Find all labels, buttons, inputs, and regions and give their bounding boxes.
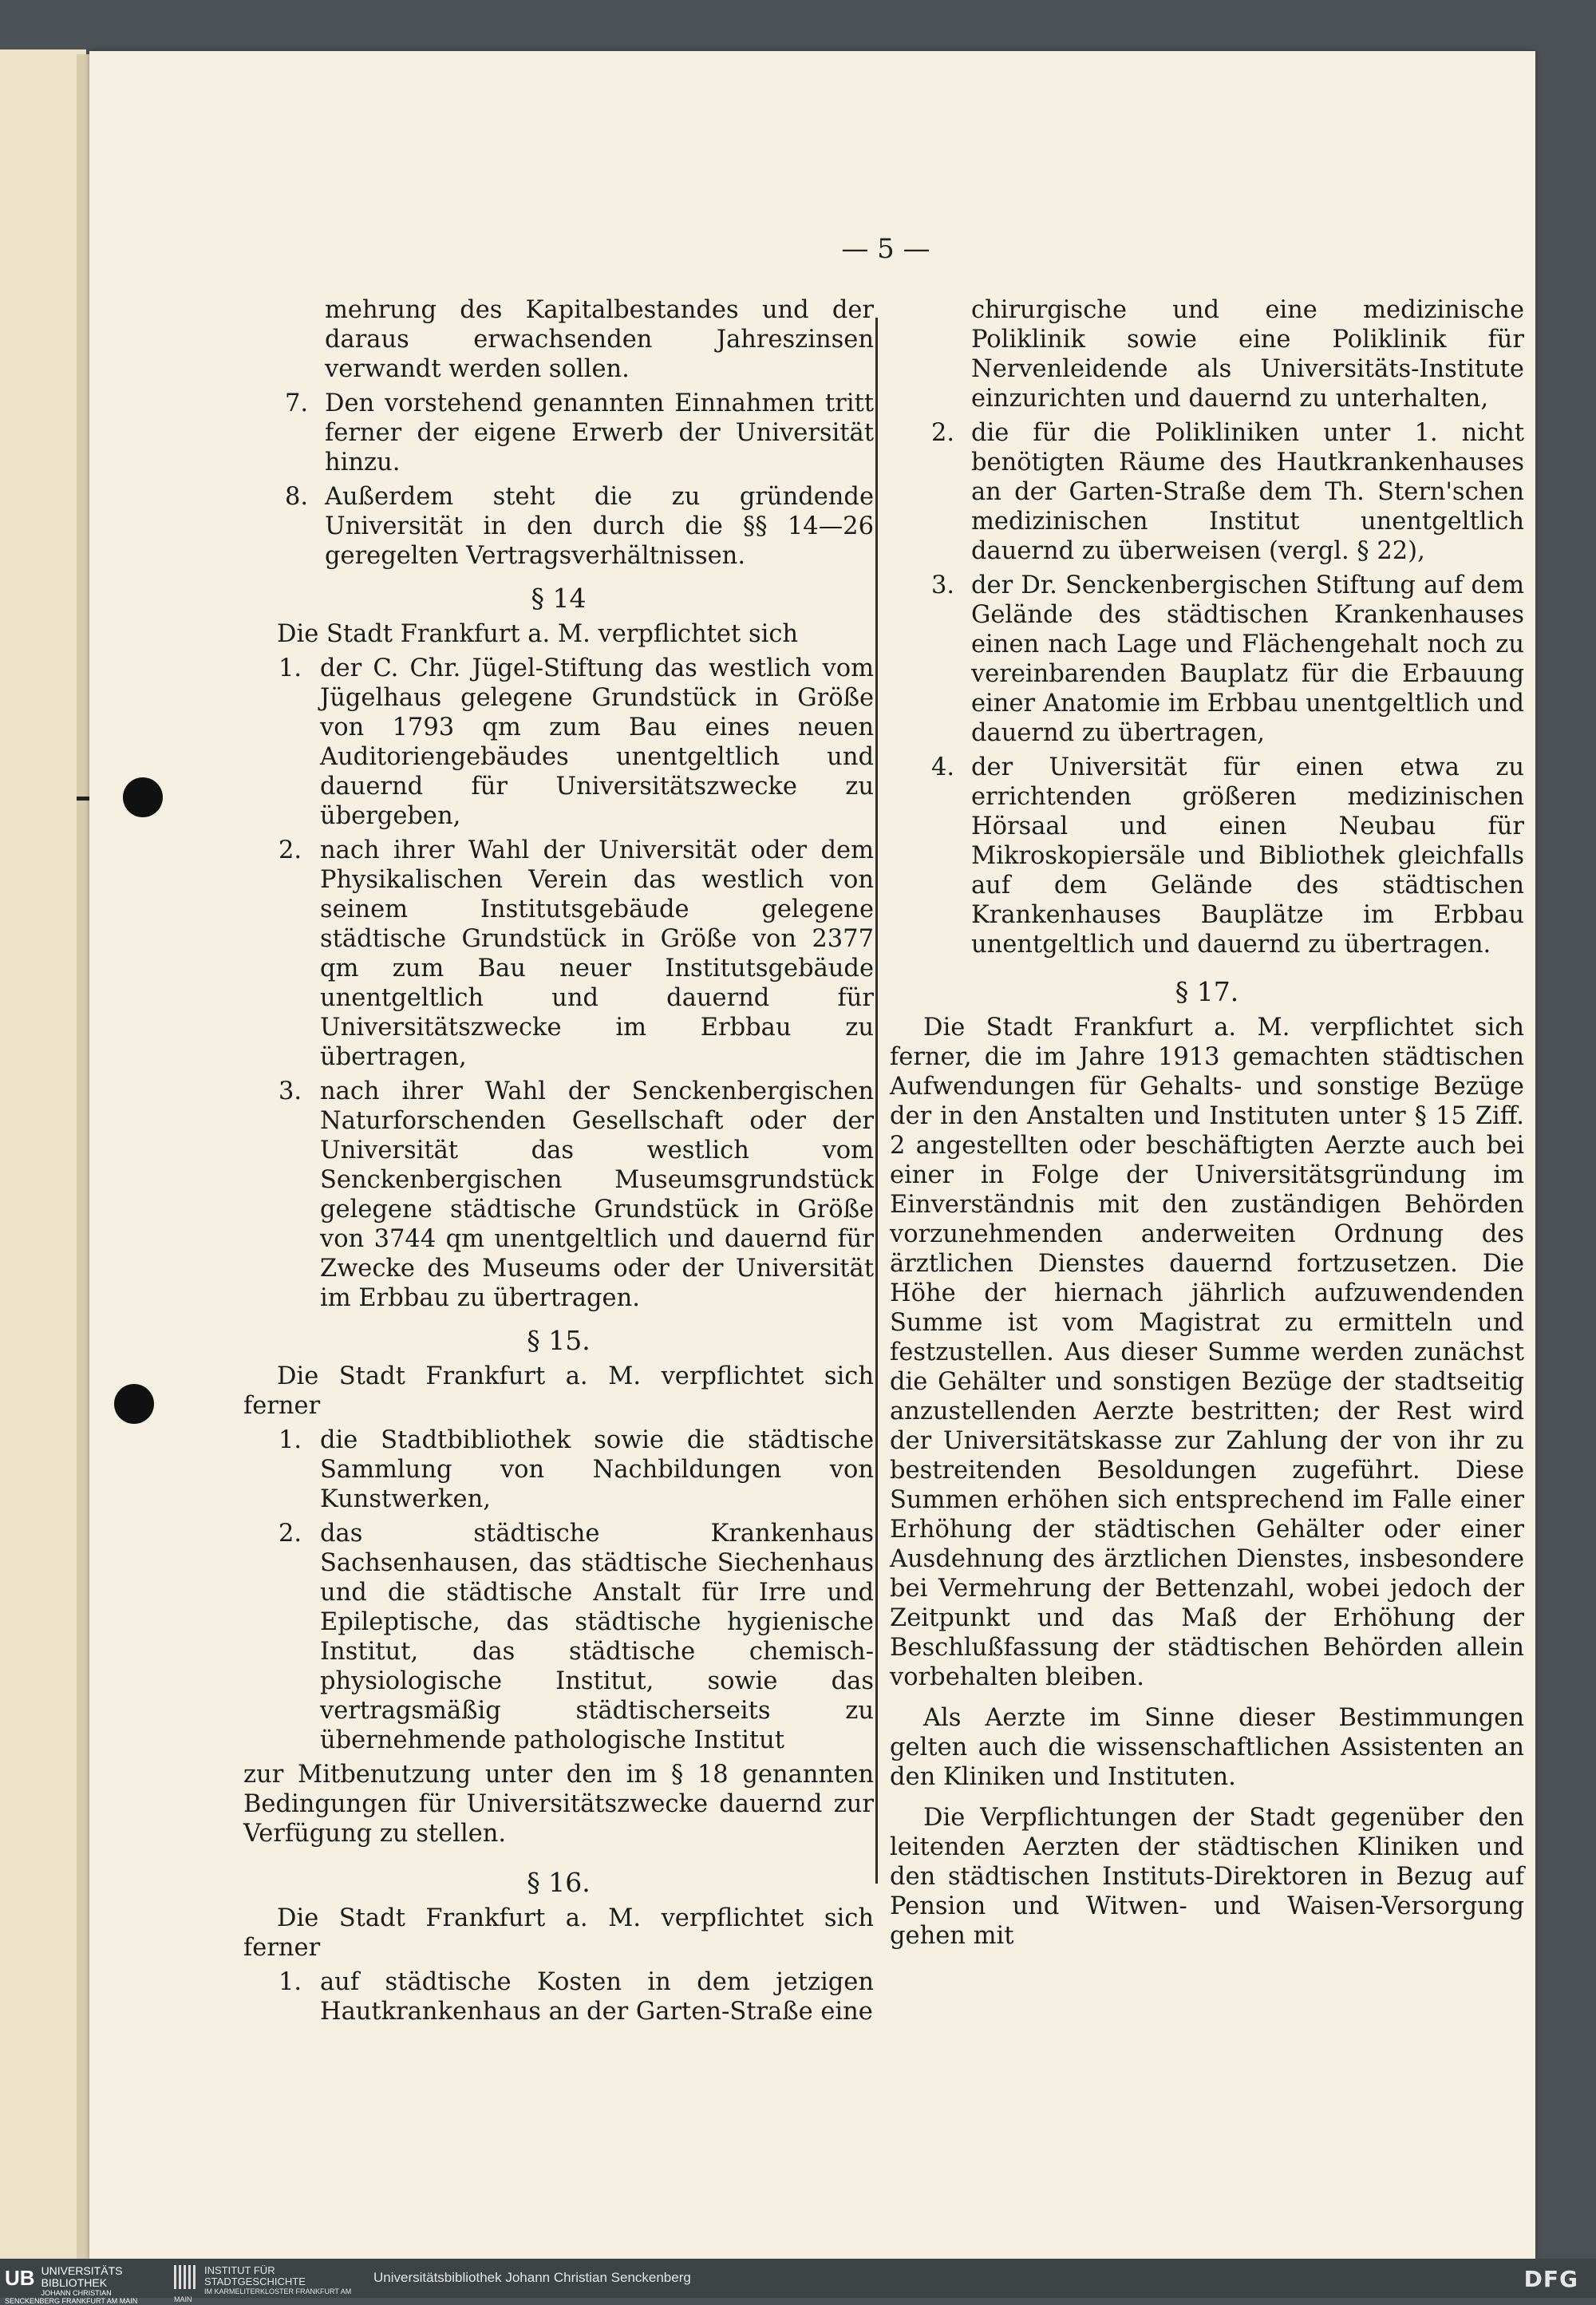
left-column — [243, 295, 874, 2031]
section-heading-14: § 14 — [531, 583, 587, 614]
item-text: der Dr. Senckenbergischen Stiftung auf dem Gelände des städtischen Krankenhauses einen nach Lage und Flächengehalt noch zu vereinbarenden Bauplatz für die Erbauung einer Anatomie im Erbbau unentgeltlich und dauernd zu übertragen, — [971, 571, 1524, 747]
item-text: nach ihrer Wahl der Universität oder dem Physikalischen Verein das westlich von seinem Institutsgebäude gelegene städtische Grundstück in Größe von 2377 qm zum Bau neuer Institutsgebäude unentgeltlich und dauernd für Universitätszwecke im Erbbau zu übertragen, — [320, 836, 874, 1071]
footer-bar — [0, 2259, 1596, 2305]
isg-subtext: IM KARMELITERKLOSTER FRANKFURT AM MAIN — [174, 2287, 352, 2303]
item-text: Den vorstehend genannten Einnahmen tritt ferner der eigene Erwerb der Universität hinzu. — [325, 389, 874, 476]
list-item — [890, 753, 1524, 959]
paragraph: Die Verpflichtungen der Stadt gegenüber den leitenden Aerzten der städtischen Kliniken und den städtischen Instituts-Direktoren in Bezug auf Pension und Witwen- und Waisen-Versorgung gehen mit — [890, 1804, 1524, 1950]
list-item — [890, 418, 1524, 566]
item-text: die Stadtbibliothek sowie die städtische Sammlung von Nachbildungen von Kunstwerken, — [320, 1426, 874, 1513]
item-number: 2. — [279, 836, 302, 864]
item-number: 7. — [285, 389, 309, 417]
item-number: 2. — [931, 419, 955, 447]
list-item — [243, 836, 874, 1072]
item-number: 4. — [931, 753, 955, 781]
continued-text: mehrung des Kapitalbestandes und der daraus erwachsenden Jahreszinsen verwandt werden sollen. — [325, 296, 874, 383]
section-intro: Die Stadt Frankfurt a. M. verpflichtet sich ferner — [243, 1362, 874, 1420]
ub-subtext: JOHANN CHRISTIAN SENCKENBERG FRANKFURT AM MAIN — [5, 2289, 138, 2305]
item-number: 1. — [279, 654, 302, 682]
column-divider — [875, 318, 878, 1884]
list-item — [243, 654, 874, 831]
list-item — [243, 389, 874, 477]
paragraph: Als Aerzte im Sinne dieser Bestimmungen gelten auch die wissenschaftlichen Assistenten an den Kliniken und Instituten. — [890, 1704, 1524, 1791]
binding-hole-upper-front — [123, 777, 163, 817]
item-text: nach ihrer Wahl der Senckenbergischen Naturforschenden Gesellschaft oder der Universität das westlich vom Senckenbergischen Museumsgrundstück gelegene städtische Grundstück in Größe von 3744 qm unentgeltlich und dauernd für Zwecke des Museums oder der Universität im Erbbau zu übertragen. — [320, 1077, 874, 1312]
binding-hole-lower-front — [114, 1384, 154, 1424]
ub-mark: UB — [5, 2266, 35, 2290]
dfg-logo: DFG — [1523, 2266, 1578, 2292]
section-heading-16: § 16. — [527, 1867, 591, 1898]
section-closing: zur Mitbenutzung unter den im § 18 genannten Bedingungen für Universitätszwecke dauernd zur Verfügung zu stellen. — [243, 1761, 874, 1848]
item-number: 3. — [931, 571, 955, 599]
item-text: die für die Polikliniken unter 1. nicht benötigten Räume des Hautkrankenhauses an der Garten-Straße dem Th. Stern'schen medizinischen Institut unentgeltlich dauernd zu überweisen (vergl. § 22), — [971, 419, 1524, 565]
item-text: Außerdem steht die zu gründende Universität in den durch die §§ 14—26 geregelten Vertragsverhältnissen. — [325, 483, 874, 570]
section-intro: Die Stadt Frankfurt a. M. verpflichtet sich ferner — [243, 1904, 874, 1962]
ub-logo — [5, 2264, 164, 2305]
ub-text: UNIVERSITÄTS BIBLIOTHEK — [41, 2264, 123, 2289]
paragraph: Die Stadt Frankfurt a. M. verpflichtet sich ferner, die im Jahre 1913 gemachten städtischen Aufwendungen für Gehalts- und sonstige Bezüge der in den Anstalten und Instituten unter § 15 Ziff. 2 angestellten oder beschäftigten Aerzte auch bei einer in Folge der Universitätsgründung im Einverständnis mit den zuständigen Behörden vorzunehmenden anderweiten Ordnung des ärztlichen Dienstes dauernd fortzusetzen. Die Höhe der hiernach jährlich aufzuwendenden Summe ist vom Magistrat zu ermitteln und festzustellen. Aus dieser Summe werden zunächst die Gehälter und sonstigen Bezüge der stadtseitig anzustellenden Aerzte bestritten; der Rest wird der Universitätskasse zur Zahlung der von ihr zu bestreitenden Besoldungen zugeführt. Diese Summen erhöhen sich entsprechend im Falle einer Erhöhung der städtischen Gehälter oder einer Ausdehnung des ärztlichen Dienstes, insbesondere bei Vermehrung der Bettenzahl, wobei jedoch der Zeitpunkt und das Maß der Erhöhung der Beschlußfassung der städtischen Behörden allein vorbehalten bleiben. — [890, 1014, 1524, 1691]
isg-text: INSTITUT FÜR STADTGESCHICHTE — [204, 2264, 306, 2287]
section-intro: Die Stadt Frankfurt a. M. verpflichtet sich — [277, 620, 799, 648]
list-item — [243, 482, 874, 571]
item-number: 8. — [285, 483, 309, 511]
item-number: 2. — [279, 1520, 302, 1548]
item-number: 1. — [279, 1426, 302, 1454]
item-text: der Universität für einen etwa zu errichtenden größeren medizinischen Hörsaal und einen Neubau für Mikroskopiersäle und Bibliothek gleichfalls auf dem Gelände des städtischen Krankenhauses Bauplätze im Erbbau unentgeltlich und dauernd zu übertragen. — [971, 753, 1524, 959]
isg-icon — [174, 2265, 198, 2289]
list-item — [243, 1425, 874, 1514]
previous-page-edge — [0, 49, 86, 2260]
right-column — [890, 295, 1524, 1951]
section-heading-15: § 15. — [527, 1325, 591, 1356]
isg-logo — [174, 2264, 358, 2303]
list-item — [243, 1519, 874, 1755]
list-item — [890, 571, 1524, 748]
section-heading-17: § 17. — [1175, 976, 1239, 1007]
item-text: das städtische Krankenhaus Sachsenhausen, das städtische Siechenhaus und die städtische Anstalt für Irre und Epileptische, das städtische hygienische Institut, das städtische chemisch-physiologische Institut, sowie das vertragsmäßig städtischerseits zu übernehmende pathologische Institut — [320, 1520, 874, 1754]
list-item — [243, 1077, 874, 1313]
library-name: Universitätsbibliothek Johann Christian Senckenberg — [373, 2270, 691, 2285]
list-item — [243, 1967, 874, 2026]
item-text: auf städtische Kosten in dem jetzigen Hautkrankenhaus an der Garten-Straße eine — [320, 1968, 874, 2026]
item-number: 3. — [279, 1077, 302, 1105]
item-text: der C. Chr. Jügel-Stiftung das westlich vom Jügelhaus gelegene Grundstück in Größe von 1793 qm zum Bau eines neuen Auditoriengebäudes unentgeltlich und dauernd für Universitätszwecke zu übergeben, — [320, 654, 874, 830]
item-number: 1. — [279, 1968, 302, 1996]
continued-text: chirurgische und eine medizinische Poliklinik sowie eine Poliklinik für Nervenleidende als Universitäts-Institute einzurichten und dauernd zu unterhalten, — [971, 296, 1524, 413]
page-number: — 5 — — [841, 233, 930, 265]
